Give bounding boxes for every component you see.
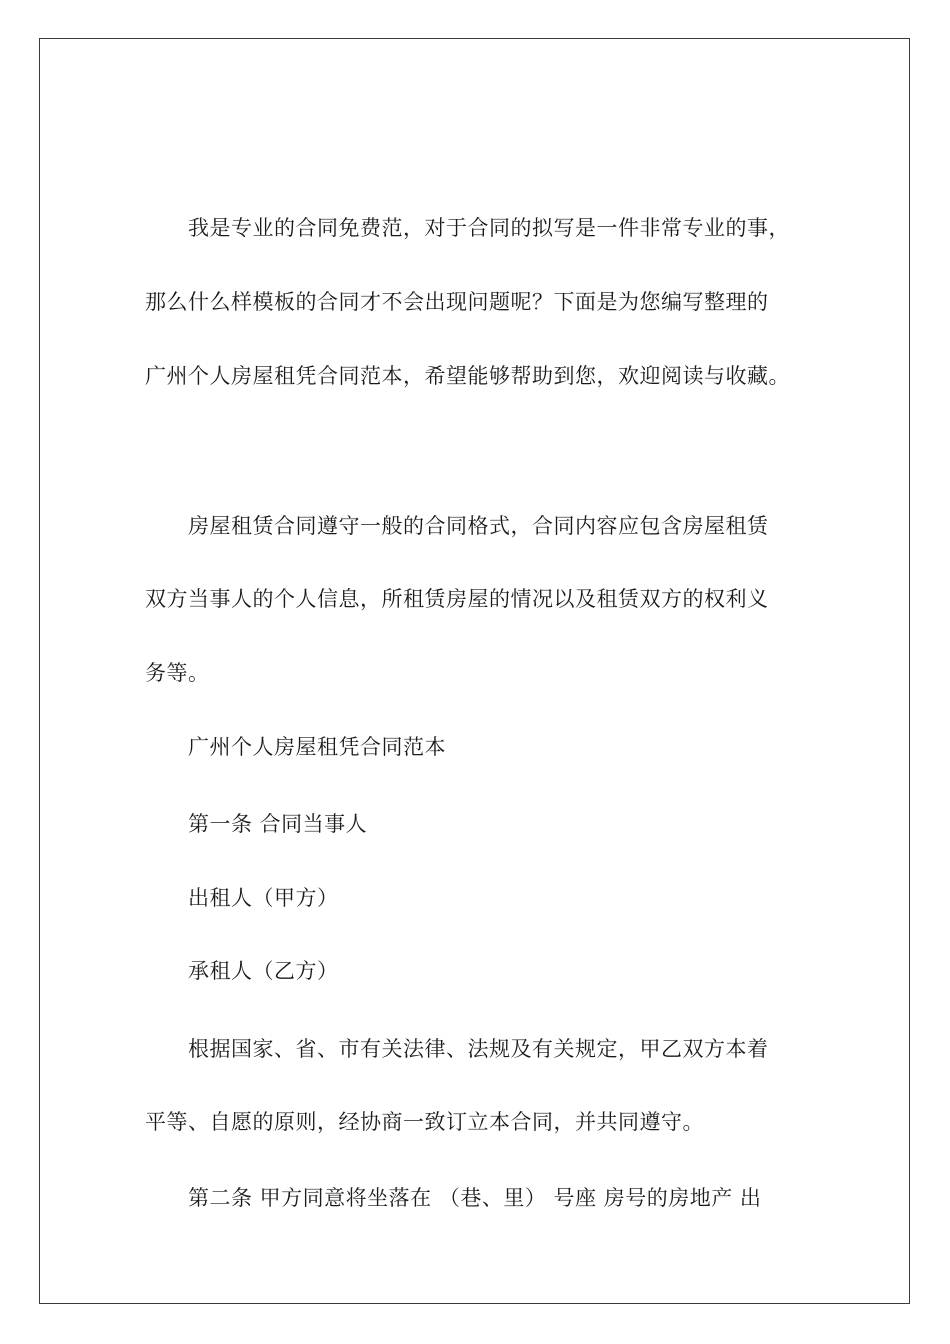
basis-line-2: 平等、自愿的原则，经协商一致订立本合同，并共同遵守。 [145,1110,704,1134]
basis-line-1: 根据国家、省、市有关法律、法规及有关规定，甲乙双方本着 [188,1037,769,1061]
summary-line-3: 务等。 [145,661,210,685]
intro-line-1: 我是专业的合同免费范，对于合同的拟写是一件非常专业的事， [188,216,790,240]
article2-line: 第二条 甲方同意将坐落在 （巷、里） 号座 房号的房地产 出 [188,1186,762,1210]
intro-line-3: 广州个人房屋租凭合同范本，希望能够帮助到您，欢迎阅读与收藏。 [145,364,790,388]
intro-line-2: 那么什么样模板的合同才不会出现问题呢？下面是为您编写整理的 [145,290,769,314]
summary-line-1: 房屋租赁合同遵守一般的合同格式，合同内容应包含房屋租赁 [188,514,769,538]
lessor-line: 出租人（甲方） [188,886,339,910]
summary-line-2: 双方当事人的个人信息，所租赁房屋的情况以及租赁双方的权利义 [145,587,769,611]
lessee-line: 承租人（乙方） [188,959,339,983]
contract-title: 广州个人房屋租凭合同范本 [188,735,446,759]
article1-heading: 第一条 合同当事人 [188,812,368,836]
